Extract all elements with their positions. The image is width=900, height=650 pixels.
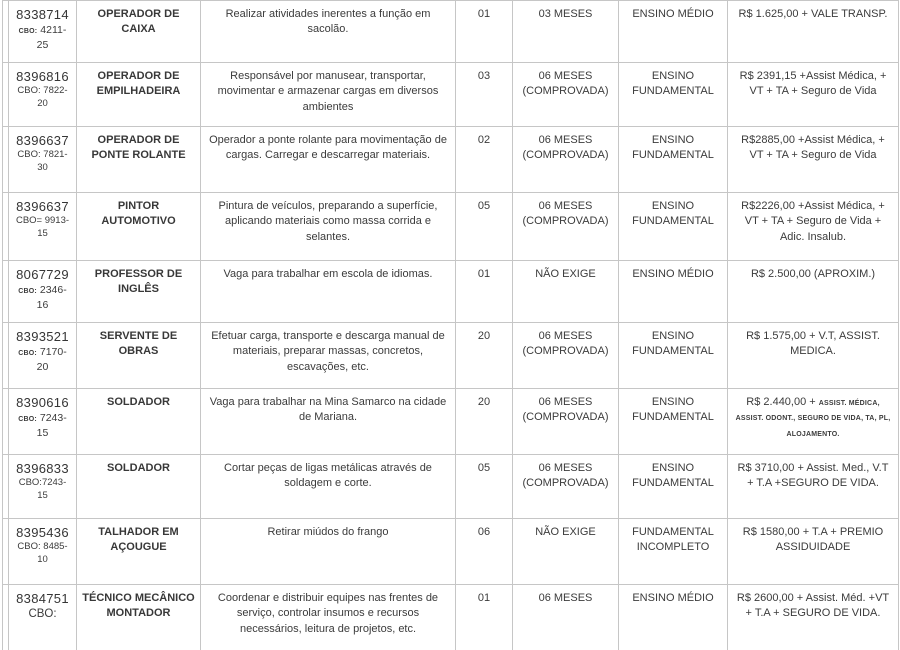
job-title-cell xyxy=(77,323,201,389)
job-vacancies-table xyxy=(2,0,899,650)
cbo-value: 2346-16 xyxy=(36,284,67,312)
experience-cell xyxy=(513,455,619,519)
code-cell xyxy=(9,455,77,519)
cbo-value: 7243-15 xyxy=(37,477,67,502)
experience-requirement: 06 MESES xyxy=(538,592,593,604)
education-requirement: ENSINO MÉDIO xyxy=(632,268,714,280)
salary-cell xyxy=(728,193,899,261)
description-cell xyxy=(201,455,456,519)
cbo-label: CBO: xyxy=(18,288,37,296)
salary-cell xyxy=(728,1,899,63)
description-cell xyxy=(201,193,456,261)
vacancy-count: 03 xyxy=(477,70,491,82)
cbo-value: 7243-15 xyxy=(36,412,67,440)
vacancy-count: 05 xyxy=(477,462,491,474)
salary-cell xyxy=(728,261,899,323)
education-cell xyxy=(619,1,728,63)
salary-value: R$ 2600,00 + Assist. Méd. +VT + T.A + SEGURO DE VIDA. xyxy=(736,592,890,620)
job-title: TÉCNICO MECÂNICO MONTADOR xyxy=(82,592,195,620)
job-title: PINTOR AUTOMOTIVO xyxy=(101,200,176,228)
salary-cell xyxy=(728,519,899,585)
cbo-label: CBO: xyxy=(28,608,57,621)
table-row xyxy=(3,1,899,63)
cbo-value: 8485-10 xyxy=(37,541,68,566)
job-code: 8395436 xyxy=(16,525,69,540)
job-code: 8396637 xyxy=(16,133,69,148)
education-cell xyxy=(619,63,728,127)
job-title: OPERADOR DE PONTE ROLANTE xyxy=(91,134,186,162)
education-cell xyxy=(619,455,728,519)
quantity-cell xyxy=(456,323,513,389)
salary-value: R$ 3710,00 + Assist. Med., V.T + T.A +SEGURO DE VIDA. xyxy=(737,462,889,490)
table-row xyxy=(3,63,899,127)
job-title-cell xyxy=(77,63,201,127)
cbo-code xyxy=(14,283,71,313)
education-requirement: ENSINO FUNDAMENTAL xyxy=(632,70,714,98)
job-description: Responsável por manusear, transportar, movimentar e armazenar cargas em diversos ambientes xyxy=(217,70,439,113)
table-row xyxy=(3,193,899,261)
education-requirement: ENSINO FUNDAMENTAL xyxy=(632,200,714,228)
cbo-value: 7170-20 xyxy=(36,346,67,374)
job-description: Cortar peças de ligas metálicas através de soldagem e corte. xyxy=(224,462,432,490)
vacancy-count: 20 xyxy=(477,396,491,408)
code-cell xyxy=(9,323,77,389)
salary-value: R$ 1580,00 + T.A + PREMIO ASSIDUIDADE xyxy=(742,526,884,554)
experience-requirement: NÃO EXIGE xyxy=(535,268,596,280)
job-description: Pintura de veículos, preparando a superfície, aplicando materiais como massa corrida e selantes. xyxy=(218,200,438,243)
cbo-code xyxy=(14,541,71,567)
salary-cell xyxy=(728,63,899,127)
experience-requirement: 06 MESES (COMPROVADA) xyxy=(522,134,609,162)
vacancy-count: 01 xyxy=(477,8,491,20)
experience-cell xyxy=(513,585,619,650)
experience-cell xyxy=(513,63,619,127)
cbo-label: CBO: xyxy=(17,85,41,97)
table-row xyxy=(3,389,899,455)
education-requirement: ENSINO FUNDAMENTAL xyxy=(632,134,714,162)
salary-value: R$ 2391,15 +Assist Médica, + VT + TA + Seguro de Vida xyxy=(739,70,887,98)
salary-value: R$2226,00 +Assist Médica, + VT + TA + Seguro de Vida + Adic. Insalub. xyxy=(741,200,885,243)
job-title-cell xyxy=(77,389,201,455)
description-cell xyxy=(201,389,456,455)
salary-benefits-small: ASSIST. MÉDICA, ASSIST. ODONT., SEGURO DE VIDA, TA, PL, ALOJAMENTO. xyxy=(735,400,891,438)
cbo-label: CBO: xyxy=(17,541,41,553)
cbo-code xyxy=(14,345,71,375)
education-cell xyxy=(619,323,728,389)
salary-cell xyxy=(728,389,899,455)
cbo-label: CBO: xyxy=(18,28,38,36)
cbo-label: CBO: xyxy=(17,149,41,161)
education-cell xyxy=(619,389,728,455)
job-title: SOLDADOR xyxy=(107,396,170,408)
job-code: 8396816 xyxy=(16,69,69,84)
table-row xyxy=(3,127,899,193)
code-cell xyxy=(9,1,77,63)
experience-requirement: 06 MESES (COMPROVADA) xyxy=(522,200,609,228)
experience-cell xyxy=(513,1,619,63)
experience-cell xyxy=(513,261,619,323)
salary-cell xyxy=(728,127,899,193)
salary-value: R$ 1.575,00 + V.T, ASSIST. MEDICA. xyxy=(746,330,880,358)
job-description: Efetuar carga, transporte e descarga manual de materiais, preparar massas, concretos, escavações, etc. xyxy=(211,330,445,373)
experience-cell xyxy=(513,519,619,585)
job-title-cell xyxy=(77,455,201,519)
job-description: Operador a ponte rolante para movimentação de cargas. Carregar e descarregar materiais. xyxy=(209,134,447,162)
table-row xyxy=(3,519,899,585)
quantity-cell xyxy=(456,455,513,519)
quantity-cell xyxy=(456,519,513,585)
cbo-value: 4211-25 xyxy=(36,24,67,52)
education-requirement: ENSINO FUNDAMENTAL xyxy=(632,396,714,424)
salary-value: R$ 1.625,00 + VALE TRANSP. xyxy=(738,8,888,20)
job-description: Retirar miúdos do frango xyxy=(267,526,389,538)
description-cell xyxy=(201,585,456,650)
cbo-code xyxy=(14,149,71,175)
quantity-cell xyxy=(456,1,513,63)
experience-cell xyxy=(513,193,619,261)
table-row xyxy=(3,323,899,389)
job-code: 8396637 xyxy=(16,199,69,214)
quantity-cell xyxy=(456,261,513,323)
experience-requirement: NÃO EXIGE xyxy=(535,526,596,538)
education-requirement: ENSINO FUNDAMENTAL xyxy=(632,462,714,490)
cbo-value: 7821-30 xyxy=(37,149,68,174)
education-requirement: ENSINO FUNDAMENTAL xyxy=(632,330,714,358)
quantity-cell xyxy=(456,127,513,193)
vacancy-count: 20 xyxy=(477,330,491,342)
job-title: TALHADOR EM AÇOUGUE xyxy=(98,526,179,554)
vacancy-count: 01 xyxy=(477,592,491,604)
experience-requirement: 06 MESES (COMPROVADA) xyxy=(522,396,609,424)
education-cell xyxy=(619,261,728,323)
job-code: 8384751 xyxy=(16,591,69,606)
job-title: OPERADOR DE CAIXA xyxy=(97,8,180,36)
salary-cell xyxy=(728,323,899,389)
job-title-cell xyxy=(77,193,201,261)
cbo-value: 7822-20 xyxy=(37,85,68,110)
education-requirement: ENSINO MÉDIO xyxy=(632,592,714,604)
job-code: 8067729 xyxy=(16,267,69,282)
job-code: 8393521 xyxy=(16,329,69,344)
job-title: SOLDADOR xyxy=(107,462,170,474)
table-row xyxy=(3,585,899,650)
cbo-code xyxy=(14,477,71,503)
cbo-value: 9913-15 xyxy=(37,215,70,240)
experience-requirement: 06 MESES (COMPROVADA) xyxy=(522,70,609,98)
experience-requirement: 03 MESES xyxy=(538,8,593,20)
quantity-cell xyxy=(456,193,513,261)
education-cell xyxy=(619,193,728,261)
description-cell xyxy=(201,323,456,389)
description-cell xyxy=(201,1,456,63)
code-cell xyxy=(9,261,77,323)
job-title: SERVENTE DE OBRAS xyxy=(99,330,178,358)
job-description: Realizar atividades inerentes a função em sacolão. xyxy=(225,8,431,36)
code-cell xyxy=(9,585,77,650)
cbo-code xyxy=(14,411,71,441)
description-cell xyxy=(201,261,456,323)
job-title-cell xyxy=(77,519,201,585)
education-cell xyxy=(619,585,728,650)
experience-requirement: 06 MESES (COMPROVADA) xyxy=(522,462,609,490)
vacancy-count: 05 xyxy=(477,200,491,212)
job-description: Vaga para trabalhar na Mina Samarco na cidade de Mariana. xyxy=(209,396,447,424)
cbo-label: CBO: xyxy=(18,350,37,358)
job-title: OPERADOR DE EMPILHADEIRA xyxy=(96,70,181,98)
education-cell xyxy=(619,519,728,585)
cbo-code xyxy=(14,215,71,241)
code-cell xyxy=(9,193,77,261)
salary-cell xyxy=(728,455,899,519)
cbo-label: CBO: xyxy=(18,477,42,489)
job-description: Vaga para trabalhar em escola de idiomas. xyxy=(223,268,433,280)
job-title-cell xyxy=(77,127,201,193)
description-cell xyxy=(201,519,456,585)
experience-requirement: 06 MESES (COMPROVADA) xyxy=(522,330,609,358)
table-row xyxy=(3,261,899,323)
job-title: PROFESSOR DE INGLÊS xyxy=(94,268,183,296)
salary-value: R$ 2.440,00 + xyxy=(746,396,819,408)
job-description: Coordenar e distribuir equipes nas frentes de serviço, controlar insumos e recursos necessários, leitura de projetos, etc. xyxy=(217,592,439,635)
cbo-label: CBO: xyxy=(18,416,37,424)
quantity-cell xyxy=(456,585,513,650)
code-cell xyxy=(9,389,77,455)
experience-cell xyxy=(513,127,619,193)
job-code: 8390616 xyxy=(16,395,69,410)
experience-cell xyxy=(513,389,619,455)
description-cell xyxy=(201,63,456,127)
job-title-cell xyxy=(77,1,201,63)
quantity-cell xyxy=(456,63,513,127)
education-requirement: FUNDAMENTAL INCOMPLETO xyxy=(632,526,714,554)
salary-value: R$2885,00 +Assist Médica, + VT + TA + Seguro de Vida xyxy=(741,134,885,162)
job-code: 8338714 xyxy=(16,7,69,22)
job-code: 8396833 xyxy=(16,461,69,476)
education-cell xyxy=(619,127,728,193)
table-row xyxy=(3,455,899,519)
cbo-code xyxy=(14,23,71,53)
cbo-label: CBO= xyxy=(15,215,43,227)
vacancy-count: 02 xyxy=(477,134,491,146)
job-title-cell xyxy=(77,585,201,650)
code-cell xyxy=(9,63,77,127)
cbo-code xyxy=(14,85,71,111)
job-title-cell xyxy=(77,261,201,323)
experience-cell xyxy=(513,323,619,389)
description-cell xyxy=(201,127,456,193)
cbo-code xyxy=(14,607,71,623)
code-cell xyxy=(9,127,77,193)
code-cell xyxy=(9,519,77,585)
salary-value: R$ 2.500,00 (APROXIM.) xyxy=(750,268,876,280)
education-requirement: ENSINO MÉDIO xyxy=(632,8,714,20)
vacancy-count: 01 xyxy=(477,268,491,280)
vacancy-count: 06 xyxy=(477,526,491,538)
salary-cell xyxy=(728,585,899,650)
quantity-cell xyxy=(456,389,513,455)
